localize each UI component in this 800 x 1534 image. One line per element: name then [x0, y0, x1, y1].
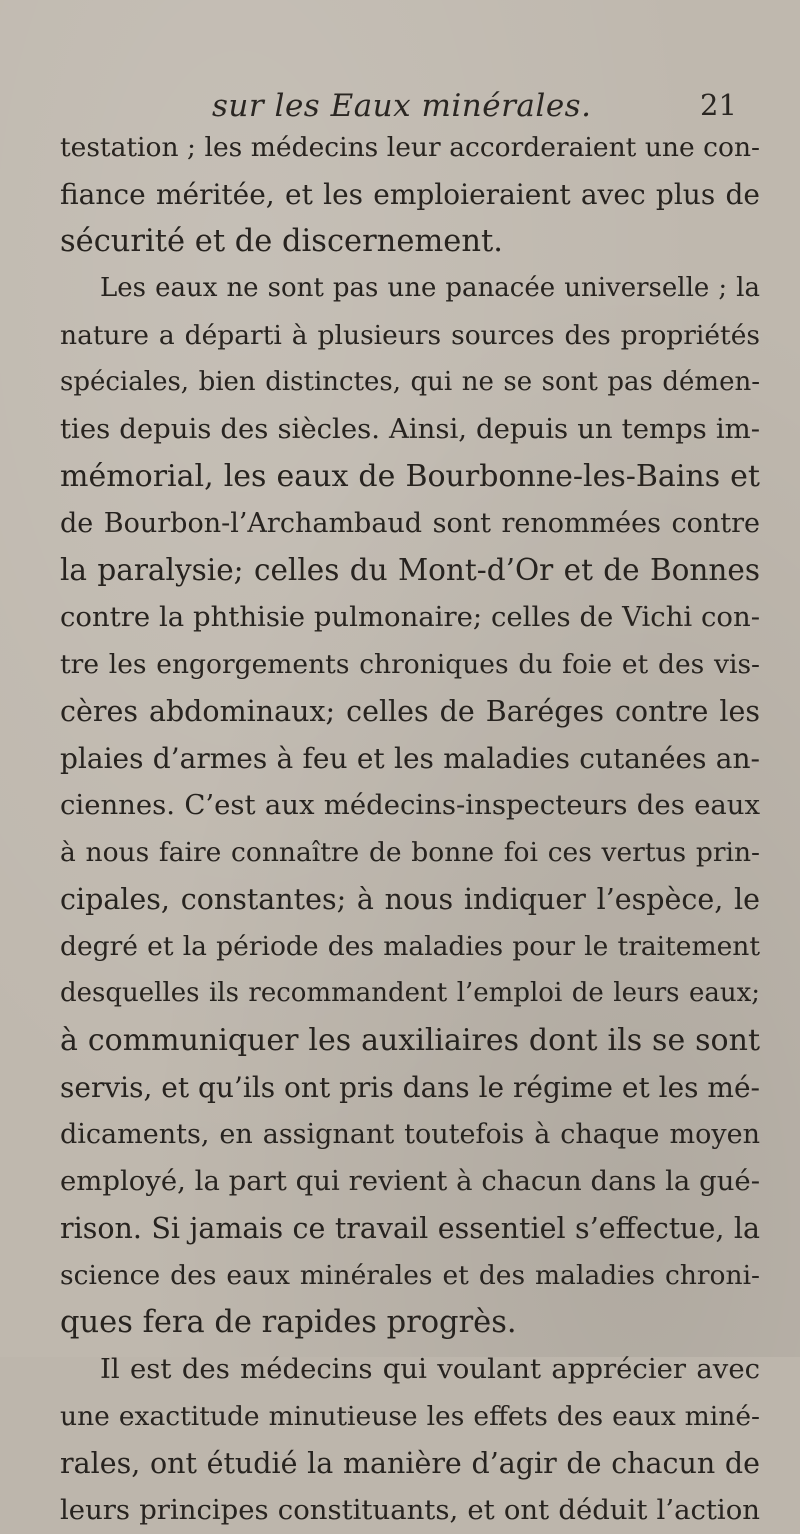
text-line: cipales, constantes; à nous indiquer l’espèce, le [60, 883, 760, 916]
text-line: Les eaux ne sont pas une panacée universelle ; la [100, 273, 760, 303]
text-line: employé, la part qui revient à chacun dans la gué- [60, 1165, 760, 1197]
text-line: sécurité et de discernement. [60, 224, 503, 259]
text-line: testation ; les médecins leur accorderaient une con- [60, 132, 760, 163]
text-line: la paralysie; celles du Mont-d’Or et de Bonnes [60, 553, 760, 587]
text-line: ques fera de rapides progrès. [60, 1305, 517, 1340]
text-line: tre les engorgements chroniques du foie et des vis- [60, 649, 760, 680]
text-line: fiance méritée, et les emploieraient avec plus de [60, 178, 760, 211]
running-head [0, 88, 800, 128]
text-line: nature a départi à plusieurs sources des propriétés [60, 320, 760, 351]
text-line: de Bourbon-l’Archambaud sont renommées contre [60, 508, 760, 539]
text-line: ties depuis des siècles. Ainsi, depuis un temps im- [60, 413, 760, 445]
text-line: science des eaux minérales et des maladies chroni- [60, 1260, 760, 1291]
body-text [60, 124, 760, 1534]
text-line: cères abdominaux; celles de Baréges contre les [60, 695, 760, 728]
text-line: degré et la période des maladies pour le traitement [60, 931, 760, 962]
text-line: servis, et qu’ils ont pris dans le régime et les mé- [60, 1071, 760, 1104]
text-line: desquelles ils recommandent l’emploi de leurs eaux; [60, 978, 760, 1008]
text-line: à communiquer les auxiliaires dont ils se sont [60, 1023, 760, 1058]
page-number: 21 [700, 88, 737, 122]
text-line: plaies d’armes à feu et les maladies cutanées an- [60, 742, 760, 775]
text-line: à nous faire connaître de bonne foi ces vertus prin- [60, 837, 760, 868]
text-line: leurs principes constituants, et ont déduit l’action [60, 1494, 760, 1526]
text-line: dicaments, en assignant toutefois à chaque moyen [60, 1119, 760, 1150]
text-line: spéciales, bien distinctes, qui ne se sont pas démen- [60, 367, 760, 397]
text-line: rison. Si jamais ce travail essentiel s’effectue, la [60, 1212, 760, 1245]
text-line: rales, ont étudié la manière d’agir de chacun de [60, 1447, 760, 1480]
text-line: Il est des médecins qui voulant apprécier avec [100, 1353, 760, 1385]
running-title: sur les Eaux minérales. [212, 88, 592, 124]
text-line: une exactitude minutieuse les effets des eaux miné- [60, 1401, 760, 1432]
text-line: contre la phthisie pulmonaire; celles de Vichi con- [60, 601, 760, 633]
text-line: mémorial, les eaux de Bourbonne-les-Bains et [60, 459, 760, 494]
text-line: ciennes. C’est aux médecins-inspecteurs des eaux [60, 789, 760, 821]
